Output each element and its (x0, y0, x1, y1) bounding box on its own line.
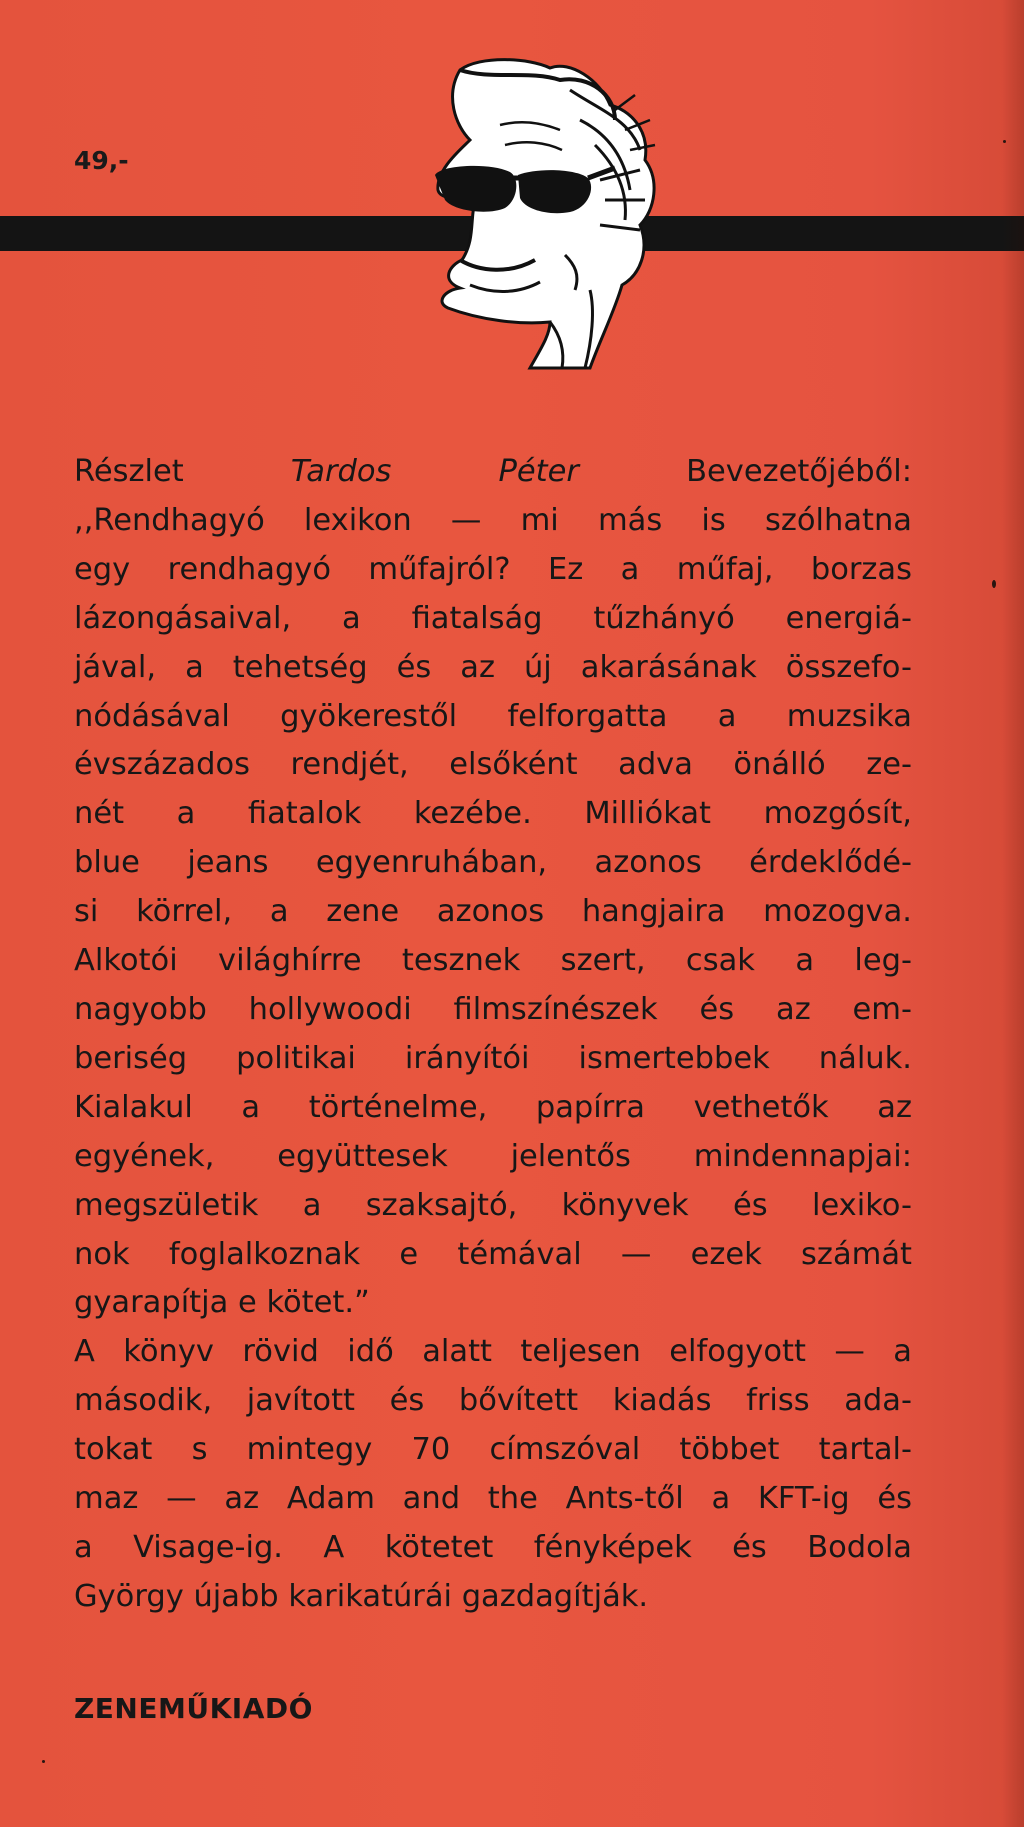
excerpt-line: gyarapítja e kötet.” (74, 1285, 370, 1321)
excerpt-line: Kialakul a történelme, papírra vethetők az (74, 1089, 912, 1125)
note-line: A könyv rövid idő alatt teljesen elfogyott — a (74, 1334, 912, 1370)
excerpt-line: jával, a tehetség és az új akarásának összefo- (74, 649, 912, 685)
sunglasses-face-caricature-icon (400, 50, 730, 380)
note-line: maz — az Adam and the Ants-től a KFT-ig és (74, 1481, 912, 1517)
price-label: 49,- (74, 146, 129, 175)
print-speck (992, 580, 996, 588)
excerpt-line: ,,Rendhagyó lexikon — mi más is szólhatna (74, 502, 912, 538)
print-speck (42, 1760, 45, 1763)
excerpt-line: lázongásaival, a fiatalság tűzhányó energiá- (74, 600, 912, 636)
excerpt-line: megszületik a szaksajtó, könyvek és lexiko- (74, 1187, 912, 1223)
excerpt-line: blue jeans egyenruhában, azonos érdeklődé- (74, 845, 912, 881)
back-cover-text (74, 448, 912, 1622)
excerpt-line: évszázados rendjét, elsőként adva önálló ze- (74, 747, 912, 783)
note-line: a Visage-ig. A kötetet fényképek és Bodola (74, 1529, 912, 1565)
excerpt-line: si körrel, a zene azonos hangjaira mozogva. (74, 894, 912, 930)
excerpt-line: nét a fiatalok kezébe. Milliókat mozgósít, (74, 796, 912, 832)
excerpt-line: beriség politikai irányítói ismertebbek náluk. (74, 1040, 912, 1076)
excerpt-line: nódásával gyökerestől felforgatta a muzsika (74, 698, 912, 734)
excerpt-line: egyének, együttesek jelentős mindennapjai: (74, 1138, 912, 1174)
note-line: György újabb karikatúrái gazdagítják. (74, 1578, 649, 1614)
note-line: második, javított és bővített kiadás friss ada- (74, 1383, 912, 1419)
excerpt-line: nok foglalkoznak e témával — ezek számát (74, 1236, 912, 1272)
publisher-name: ZENEMŰKIADÓ (74, 1692, 313, 1725)
spine-shadow (1002, 0, 1024, 1827)
intro-author: Tardos Péter (290, 454, 579, 489)
excerpt-line: nagyobb hollywoodi filmszínészek és az em- (74, 991, 912, 1027)
excerpt-line: egy rendhagyó műfajról? Ez a műfaj, borzas (74, 551, 912, 587)
excerpt-intro: Részlet Tardos Péter Bevezetőjéből: (74, 454, 912, 489)
excerpt-line: Alkotói világhírre tesznek szert, csak a leg- (74, 943, 912, 979)
note-line: tokat s mintegy 70 címszóval többet tartal- (74, 1432, 912, 1468)
